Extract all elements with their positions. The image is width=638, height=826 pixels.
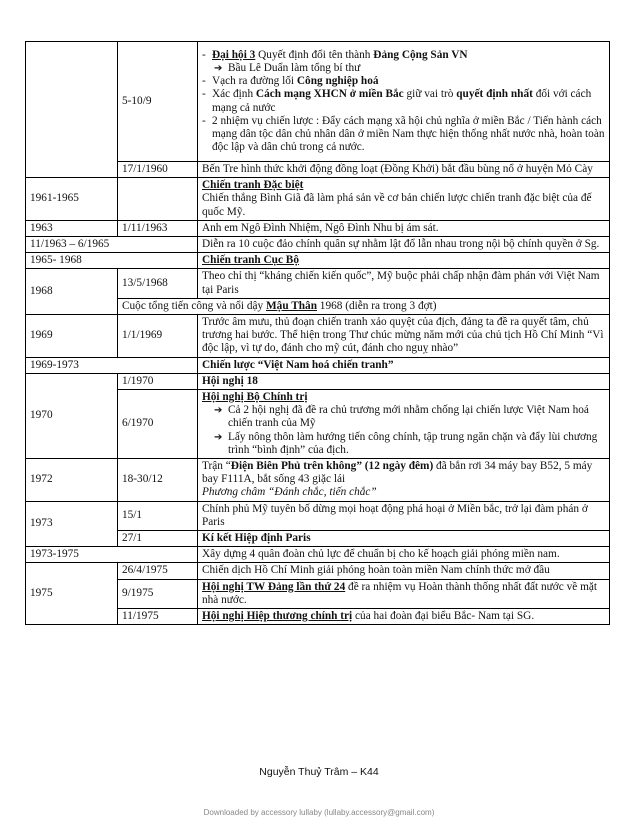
date-cell	[118, 178, 198, 221]
date-cell: 27/1	[118, 531, 198, 547]
period-cell: 1965- 1968	[26, 253, 198, 269]
arrow-item	[202, 62, 605, 75]
event-cell	[118, 298, 610, 314]
text-run: Bến Tre hình thức khởi động đồng loạt (Đồng Khởi) bắt đầu bùng nổ ở huyện Mỏ Cày	[202, 163, 593, 175]
event-cell	[198, 315, 610, 358]
timeline-table	[25, 41, 610, 625]
event-text	[202, 375, 605, 388]
bullet-item	[202, 88, 605, 114]
period-cell: 1968	[26, 269, 118, 315]
text-run: 2 nhiệm vụ chiến lược : Đẩy cách mạng xã hội chủ nghĩa ở miền Bắc / Tiến hành cách mạng dân tộc dân chủ nhân dân ở miền Nam thực hiện thống nhất nước nhà, hoàn toàn độc lập và dân chủ trong cả nước.	[212, 114, 605, 154]
text-run: Cách mạng XHCN ở miền Bắc	[255, 88, 404, 101]
period-cell: 11/1963 – 6/1965	[26, 237, 198, 253]
event-text	[202, 486, 605, 499]
event-text	[202, 238, 605, 251]
bullet-item	[202, 49, 605, 62]
table-row	[26, 563, 610, 579]
event-text	[202, 581, 605, 607]
event-cell	[198, 162, 610, 178]
text-run: Xác định	[212, 88, 256, 101]
table-row	[26, 459, 610, 502]
text-run: Hội nghị TW Đảng lần thứ 24	[202, 580, 346, 593]
event-text	[202, 179, 605, 192]
table-row	[26, 253, 610, 269]
event-text	[202, 391, 605, 404]
event-text	[202, 254, 605, 267]
date-cell: 11/1975	[118, 609, 198, 625]
date-cell: 5-10/9	[118, 42, 198, 162]
period-cell: 1969-1973	[26, 357, 198, 373]
text-run: Hội nghị Bộ Chính trị	[202, 391, 308, 404]
date-cell: 1/1970	[118, 373, 198, 389]
table-row	[26, 373, 610, 389]
text-run: đề ra nhiệm vụ Hoàn thành thống nhất đất nước về mặt nhà nước.	[202, 580, 598, 606]
arrow-icon: ➔	[214, 62, 223, 74]
text-run: Hội nghị 18	[202, 374, 258, 387]
event-cell	[198, 459, 610, 502]
table-row	[26, 220, 610, 236]
event-cell	[198, 220, 610, 236]
text-run: Chiến tranh Cục Bộ	[202, 254, 299, 267]
text-run: Bầu Lê Duẩn làm tổng bí thư	[228, 61, 361, 74]
period-cell	[26, 42, 118, 178]
text-run: Phương châm “Đánh chắc, tiến chắc”	[202, 486, 377, 499]
table-row	[26, 269, 610, 298]
event-cell	[198, 357, 610, 373]
event-cell	[198, 178, 610, 221]
date-cell: 1/11/1963	[118, 220, 198, 236]
bullet-item	[202, 115, 605, 155]
event-cell	[198, 373, 610, 389]
event-text	[202, 564, 605, 577]
event-text	[202, 532, 605, 545]
event-text	[122, 300, 605, 313]
event-cell	[198, 609, 610, 625]
period-cell: 1969	[26, 315, 118, 358]
date-cell: 17/1/1960	[118, 162, 198, 178]
text-run: Chiến lược “Việt Nam hoá chiến tranh”	[202, 358, 394, 371]
text-run: Diễn ra 10 cuộc đảo chính quân sự nhằm lật đổ lẫn nhau trong nội bộ chính quyền ở Sg.	[202, 238, 600, 251]
event-text	[202, 548, 605, 561]
period-cell: 1972	[26, 459, 118, 502]
table-row	[26, 178, 610, 221]
dash-marker: -	[202, 88, 206, 101]
event-text	[202, 192, 605, 218]
event-cell	[198, 579, 610, 608]
event-text	[202, 460, 605, 486]
table-row	[26, 315, 610, 358]
text-run: quyết định nhất	[456, 88, 533, 101]
text-run: Chiến thắng Bình Giã đã làm phá sản về cơ bản chiến lược chiến tranh đặc biệt của đế quốc Mỹ.	[202, 192, 592, 218]
dash-marker: -	[202, 114, 206, 127]
date-cell: 6/1970	[118, 390, 198, 459]
arrow-icon: ➔	[214, 405, 223, 417]
text-run: Xây dựng 4 quân đoàn chủ lực để chuẩn bị cho kế hoạch giải phóng miền nam.	[202, 548, 560, 561]
text-run: Lấy nông thôn làm hướng tiến công chính, tập trung ngăn chặn và đẩy lùi chương trình “bình định” của địch.	[228, 430, 598, 456]
text-run: Chính phủ Mỹ tuyên bố dừng mọi hoạt động phá hoại ở Miền bắc, trở lại đàm phán ở Paris	[202, 502, 588, 528]
table-row	[26, 357, 610, 373]
event-cell	[198, 253, 610, 269]
event-text	[202, 359, 605, 372]
event-cell	[198, 269, 610, 298]
event-cell	[198, 42, 610, 162]
table-row	[26, 42, 610, 162]
event-cell	[198, 547, 610, 563]
text-run: Theo chỉ thị “kháng chiến kiến quốc”, Mỹ buộc phải chấp nhận đàm phán với Việt Nam tại Paris	[202, 270, 600, 296]
text-run: Đảng Cộng Sản VN	[373, 48, 468, 61]
text-run: giữ vai trò	[403, 88, 457, 101]
event-text	[202, 503, 605, 529]
period-cell: 1963	[26, 220, 118, 236]
text-run: Chiến dịch Hồ Chí Minh giải phóng hoàn toàn miền Nam chính thức mở đầu	[202, 564, 550, 577]
text-run: Cả 2 hội nghị đã đề ra chủ trương mới nhằm chống lại chiến lược Việt Nam hoá chiến tranh của Mỹ	[228, 404, 589, 430]
text-run: Trước âm mưu, thủ đoạn chiến tranh xảo quyệt của địch, đảng ta đề ra quyết tâm, chủ trương hai bước. Thể hiện trong Thư chúc mừng năm mới của chủ tịch Hồ Chí Minh “Vì độc lập, vì tự do, đánh cho mỹ cút, đánh cho nguỵ nhào”	[202, 316, 604, 355]
period-cell: 1973	[26, 501, 118, 547]
date-cell: 13/5/1968	[118, 269, 198, 298]
event-text	[202, 270, 605, 296]
text-run: của hai đoàn đại biểu Bắc- Nam tại SG.	[352, 610, 535, 623]
arrow-icon: ➔	[214, 431, 223, 443]
text-run: Quyết định đổi tên thành	[255, 48, 374, 61]
table-row	[26, 237, 610, 253]
arrow-item	[202, 431, 605, 457]
bullet-item	[202, 75, 605, 88]
event-cell	[198, 501, 610, 530]
date-cell: 18-30/12	[118, 459, 198, 502]
event-text	[202, 222, 605, 235]
text-run: Chiến tranh Đặc biệt	[202, 179, 304, 192]
event-cell	[198, 237, 610, 253]
text-run: Kí kết Hiệp định Paris	[202, 532, 311, 545]
text-run: Hội nghị Hiệp thương chính trị	[202, 610, 353, 623]
text-run: 1968 (diễn ra trong 3 đợt)	[316, 299, 437, 312]
text-run: Trận “	[202, 460, 231, 473]
date-cell: 15/1	[118, 501, 198, 530]
date-cell: 1/1/1969	[118, 315, 198, 358]
period-cell: 1961-1965	[26, 178, 118, 221]
text-run: Đại hội 3	[212, 48, 256, 61]
footer-author: Nguyễn Thuỷ Trâm – K44	[259, 766, 379, 778]
event-cell	[198, 563, 610, 579]
date-cell: 26/4/1975	[118, 563, 198, 579]
event-text	[202, 316, 605, 356]
event-cell	[198, 390, 610, 459]
arrow-item	[202, 404, 605, 430]
period-cell: 1975	[26, 563, 118, 625]
text-run: Mậu Thân	[266, 299, 317, 312]
download-note: Downloaded by accessory lullaby (lullaby.accessory@gmail.com)	[203, 808, 435, 817]
text-run: Cuộc tổng tiến công và nổi dậy	[122, 299, 267, 312]
period-cell: 1973-1975	[26, 547, 198, 563]
event-text	[202, 163, 605, 176]
period-cell: 1970	[26, 373, 118, 458]
text-run: Vạch ra đường lối	[212, 75, 297, 88]
dash-marker: -	[202, 75, 206, 88]
event-cell	[198, 531, 610, 547]
event-text	[202, 610, 605, 623]
dash-marker: -	[202, 48, 206, 61]
date-cell: 9/1975	[118, 579, 198, 608]
text-run: Anh em Ngô Đình Nhiệm, Ngô Đình Nhu bị ám sát.	[202, 221, 439, 234]
text-run: đã bắn rơi 34 máy bay B52, 5 máy bay F111A, bắt sống 43 giặc lái	[202, 460, 593, 486]
text-run: Điện Biên Phủ trên không” (12 ngày đêm)	[230, 460, 434, 473]
text-run: đối với cách mạng cả nước	[212, 88, 592, 114]
text-run: Công nghiệp hoá	[296, 75, 379, 88]
table-row	[26, 501, 610, 530]
table-row	[26, 547, 610, 563]
